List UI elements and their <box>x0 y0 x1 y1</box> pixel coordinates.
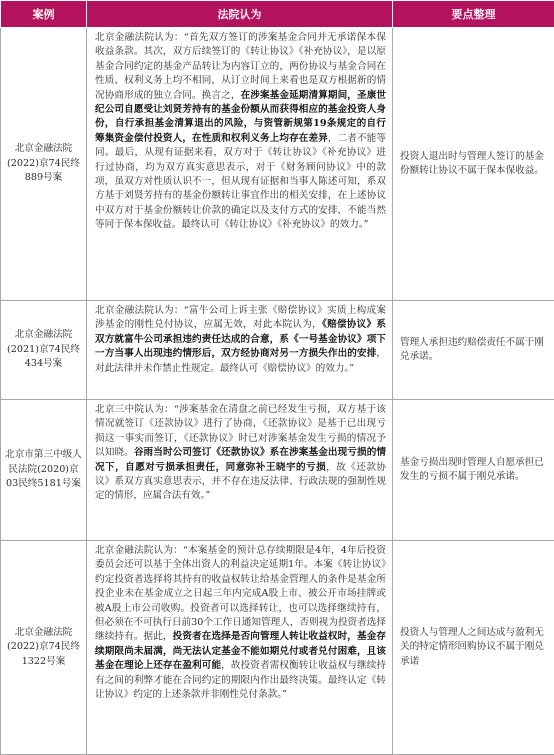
opinion-highlight: 《赔偿协议》系双方就富牛公司承担违约责任达成的合意，系《一号基金协议》项下一方当事人出现违约情形后，双方经协商对另一方损失作出的安排 <box>95 319 386 359</box>
court-opinion <box>87 28 393 301</box>
opinion-text: 北京金融法院认为：“富牛公司上诉主张《赔偿协议》实质上构成案涉基金的刚性兑付协议，应属无效，对此本院认为， <box>95 305 386 330</box>
case-name: 北京金融法院(2022)京74民终889号案 <box>1 28 87 301</box>
case-name: 北京金融法院(2022)京74民终1322号案 <box>1 541 87 755</box>
opinion-highlight: 在涉案基金延期清算期间，圣康世纪公司自愿受让刘贤芳持有的基金份额从而获得相应的基金投资人身份，自行承担基金清算退出的风险，与资管新规第19条规定的自行筹集资金偿付投资人，在性质和权利义务上均存在差异 <box>95 90 386 144</box>
case-name: 北京市第三中级人民法院(2020)京03民终5181号案 <box>1 400 87 541</box>
key-point: 投资人退出时与管理人签订的基金份额转让协议不属于保本保收益。 <box>393 28 554 301</box>
table-row <box>1 28 554 301</box>
header-court-opinion: 法院认为 <box>87 1 393 28</box>
opinion-text: ，对此法律并未作禁止性规定。最终认可《赔偿协议》的效力。” <box>95 348 386 373</box>
key-point: 投资人与管理人之间达成与盈利无关的特定情形回购协议不属于刚兑承诺 <box>393 541 554 755</box>
opinion-text: 北京金融法院认为：“首先双方签订的涉案基金合同并无承诺保本保收益条款。其次，双方后续签订的《转让协议》《补充协议》，是以原基金合同约定的基金产品转让为内容订立的，两份协议与基金合同在性质、权利义务上均不相同，从订立时间上来看也是双方根据新的情况协商形成的独立合同。换言之， <box>95 32 386 101</box>
header-case: 案例 <box>1 1 87 28</box>
table-row <box>1 400 554 541</box>
table-header <box>1 1 554 28</box>
court-opinion <box>87 400 393 541</box>
opinion-highlight: 谷雨当时公司签订《还款协议》系在涉案基金出现亏损的情况下，自愿对亏损承担责任，同意弥补王晓宇的亏损 <box>95 447 386 472</box>
court-opinion <box>87 301 393 400</box>
table-row <box>1 541 554 755</box>
key-point: 基金亏损出现时管理人自愿承担已发生的亏损不属于刚兑承诺。 <box>393 400 554 541</box>
opinion-text: ，故投资者需权衡转让收益权与继续持有之间的利弊才能在合同约定的期限内作出最终决策。最终认定《转让协议》约定的上述条款并非刚性兑付条款。” <box>95 660 386 700</box>
court-opinion <box>87 541 393 755</box>
header-key-points: 要点整理 <box>393 1 554 28</box>
opinion-highlight: 投资者在选择是否向管理人转让收益权时，基金存续期限尚未届满，尚无法认定基金不能如期兑付或者兑付困难，且该基金在理论上还存在盈利可能 <box>95 631 386 671</box>
header-row <box>1 1 554 28</box>
opinion-text: ，故《还款协议》系双方真实意思表示，并不存在违反法律、行政法规的强制性规定的情形，应属合法有效。” <box>95 462 386 502</box>
case-name: 北京金融法院(2021)京74民终434号案 <box>1 301 87 400</box>
opinion-text: ，二者不能等同。最后，从现有证据来看，双方对于《转让协议》《补充协议》进行过协商，均为双方真实意思表示，对于《财务顾问协议》中的款项，虽双方对性质认识不一，但从现有证据和当事人陈述可知，系双方基于刘贤芳持有的基金份额转让事宜作出的相关安排，在上述协议中双方对于基金份额转让价款的确定以及支付方式的安排，不能当然等同于保本保收益。最终认可《转让协议》《补充协议》的效力。” <box>95 133 386 230</box>
key-point: 管理人承担违约赔偿责任不属于刚兑承诺。 <box>393 301 554 400</box>
opinion-text: 北京三中院认为：“涉案基金在清盘之前已经发生亏损，双方基于该情况就签订《还款协议》进行了协商，《还款协议》是基于已出现亏损这一事实而签订，《还款协议》时已对涉案基金发生亏损的情况予以知晓。 <box>95 404 386 458</box>
table-row <box>1 301 554 400</box>
opinion-text: 北京金融法院认为：“本案基金的预计总存续期限是4年，4年后投资委员会还可以基于全体出资人的利益决定延期1年。本案《转让协议》约定投资者选择将其持有的收益权转让给基金管理人的条件是基金所投企业未在基金成立之日起三年内完成A股上市、被公开市场挂牌或被A股上市公司收购。投资者可以选择转让，也可以选择继续持有，但必须在不可执行日前30个工作日通知管理人，否则视为投资者选择继续持有。据此， <box>95 545 386 642</box>
